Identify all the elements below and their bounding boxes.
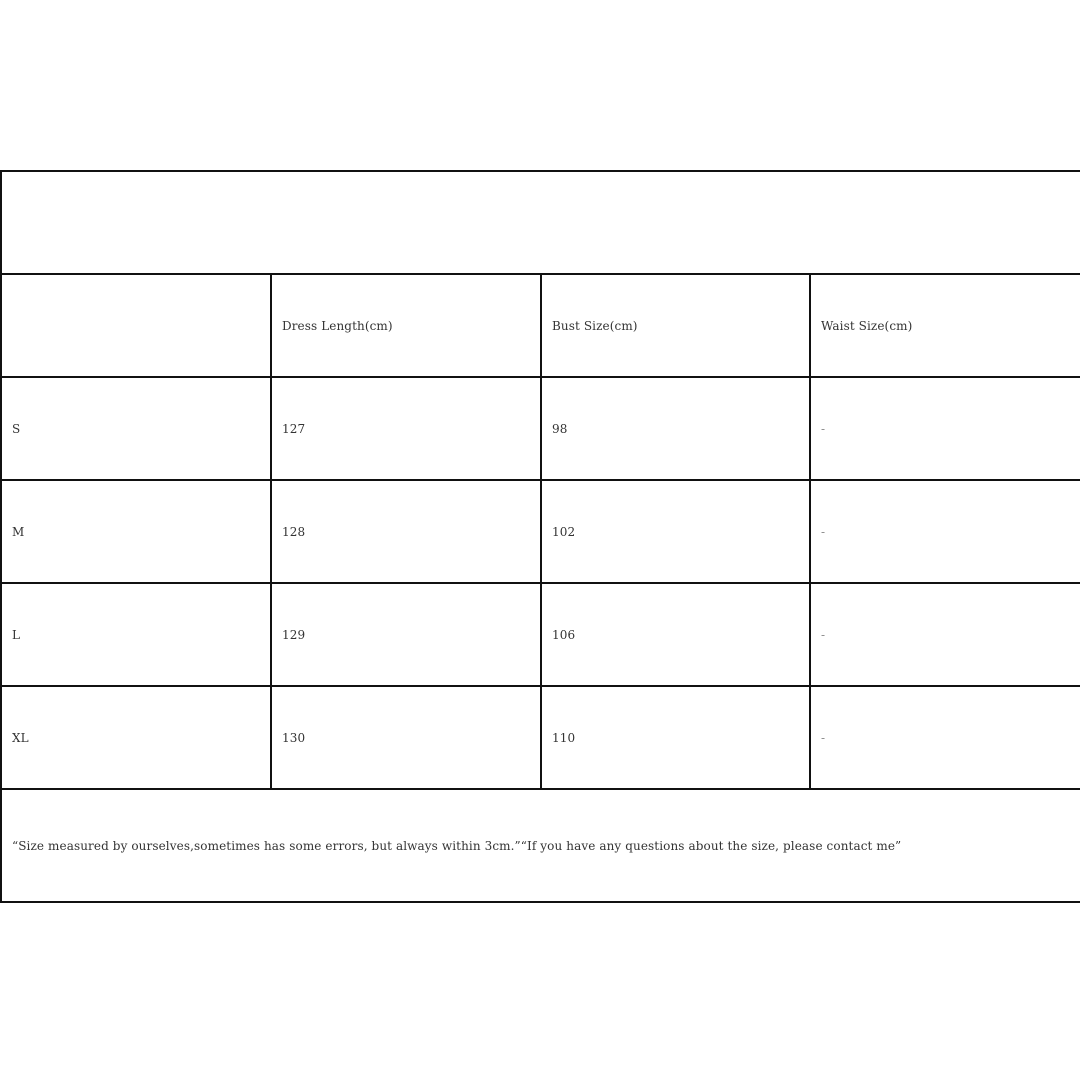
waist-size-cell: - (810, 377, 1080, 480)
table-row (1, 480, 1080, 583)
bust-size-cell: 102 (541, 480, 810, 583)
waist-size-cell: - (810, 480, 1080, 583)
bust-size-cell: 106 (541, 583, 810, 686)
waist-size-cell: - (810, 583, 1080, 686)
size-label-cell: L (1, 583, 271, 686)
waist-size-cell: - (810, 686, 1080, 789)
header-cell-size (1, 274, 271, 377)
header-cell-dress-length: Dress Length(cm) (271, 274, 541, 377)
dress-length-cell: 128 (271, 480, 541, 583)
table-title-row (1, 171, 1080, 274)
dress-length-cell: 127 (271, 377, 541, 480)
table-title (1, 171, 1080, 274)
dress-length-cell: 129 (271, 583, 541, 686)
size-chart-table (0, 170, 1080, 903)
size-label-cell: XL (1, 686, 271, 789)
table-note-row (1, 789, 1080, 902)
table-header-row (1, 274, 1080, 377)
table-row (1, 377, 1080, 480)
bust-size-cell: 98 (541, 377, 810, 480)
size-note: “Size measured by ourselves,sometimes has some errors, but always within 3cm.”“If you have any questions about the size, please contact me” (1, 789, 1080, 902)
size-label-cell: S (1, 377, 271, 480)
bust-size-cell: 110 (541, 686, 810, 789)
header-cell-waist-size: Waist Size(cm) (810, 274, 1080, 377)
table-row (1, 686, 1080, 789)
table-row (1, 583, 1080, 686)
dress-length-cell: 130 (271, 686, 541, 789)
header-cell-bust-size: Bust Size(cm) (541, 274, 810, 377)
size-label-cell: M (1, 480, 271, 583)
